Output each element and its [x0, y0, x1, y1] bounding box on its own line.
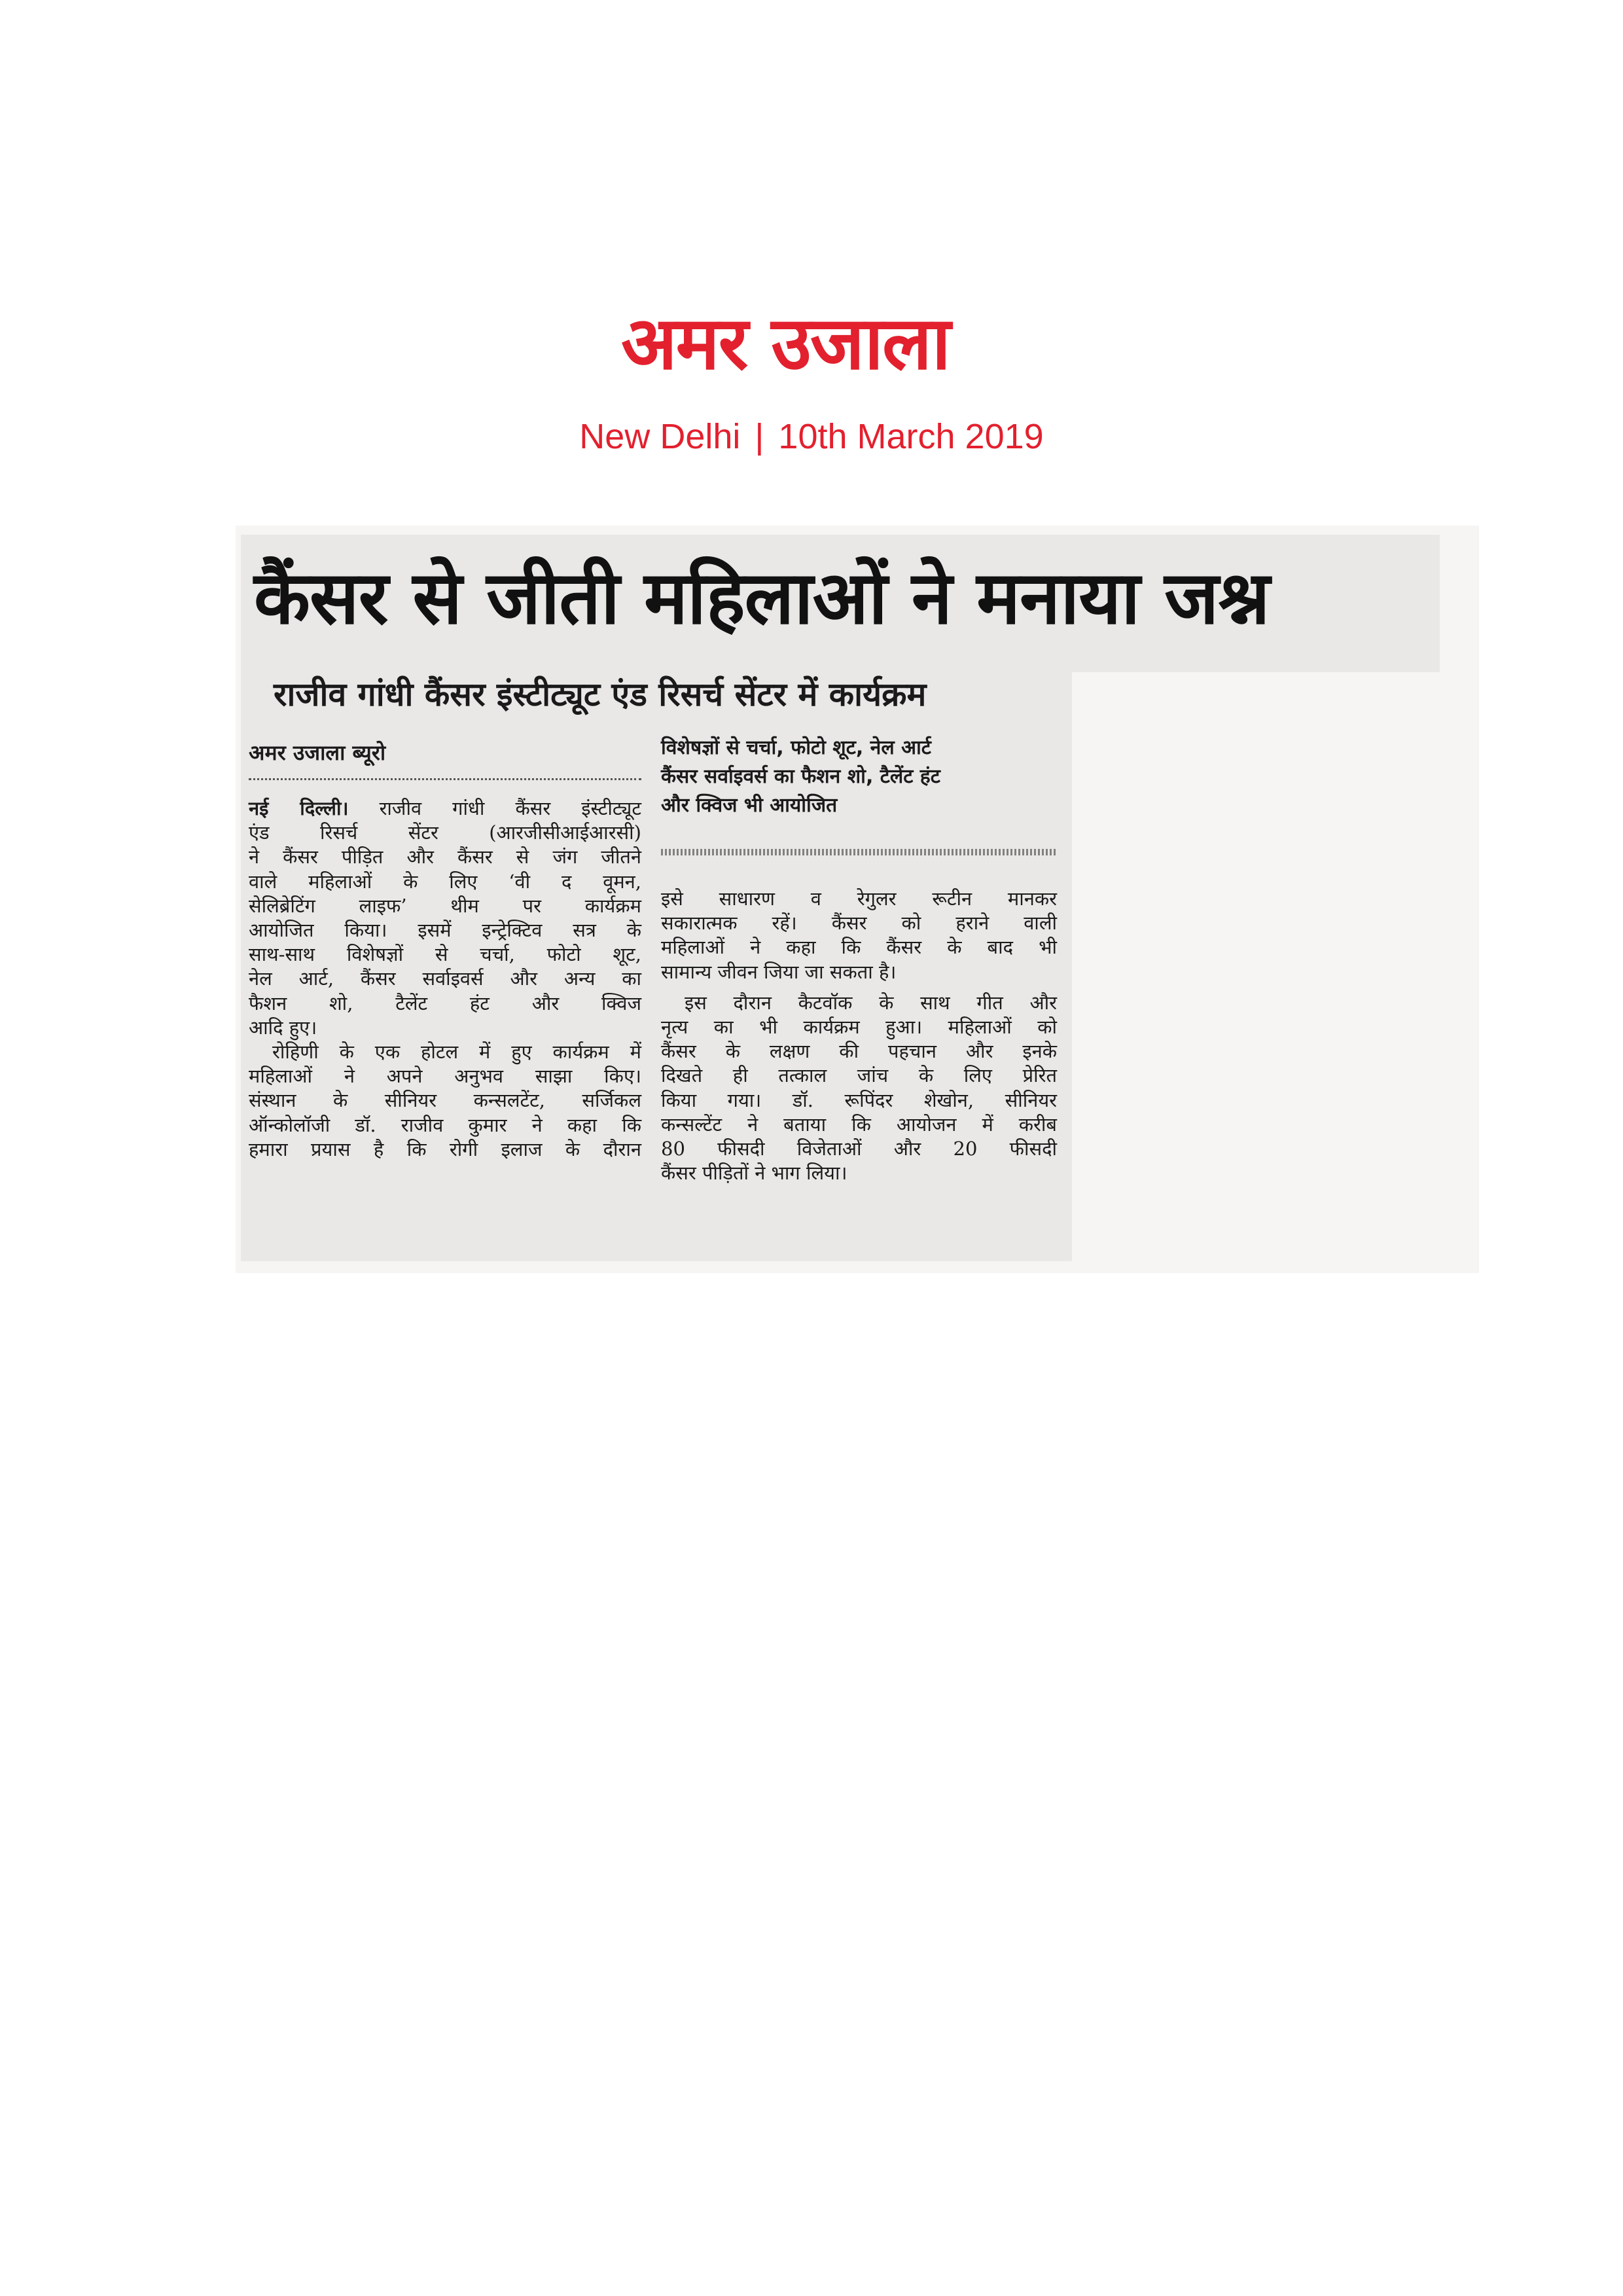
body-line: नई दिल्ली। राजीव गांधी कैंसर इंस्टीट्यूट [249, 797, 641, 819]
byline-divider [249, 778, 641, 780]
body-line: सकारात्मक रहें। कैंसर को हराने वाली [661, 912, 1057, 935]
body-line: इस दौरान कैटवॉक के साथ गीत और [685, 991, 1057, 1014]
article-subheadline: राजीव गांधी कैंसर इंस्टीट्यूट एंड रिसर्च सेंटर में कार्यक्रम [274, 675, 927, 713]
body-line: महिलाओं ने अपने अनुभव साझा किए। [249, 1065, 641, 1088]
body-line: आदि हुए। [249, 1016, 317, 1039]
body-line: एंड रिसर्च सेंटर (आरजीसीआईआरसी) [249, 821, 641, 844]
body-line: 80 फीसदी विजेताओं और 20 फीसदी [661, 1138, 1057, 1160]
body-line: सेलिब्रेटिंग लाइफ’ थीम पर कार्यक्रम [249, 894, 641, 917]
highlights-divider [661, 849, 1057, 855]
body-line: रोहिणी के एक होटल में हुए कार्यक्रम में [272, 1041, 641, 1064]
article-right-column [661, 887, 1057, 1185]
body-line: संस्थान के सीनियर कन्सलटेंट, सर्जिकल [249, 1089, 641, 1112]
body-line: आयोजित किया। इसमें इन्ट्रेक्टिव सत्र के [249, 919, 641, 942]
body-line: कैंसर के लक्षण की पहचान और इनके [661, 1040, 1057, 1063]
body-line: हमारा प्रयास है कि रोगी इलाज के दौरान [249, 1138, 641, 1160]
article-byline: अमर उजाला ब्यूरो [249, 740, 386, 765]
body-line: महिलाओं ने कहा कि कैंसर के बाद भी [661, 936, 1057, 959]
news-clipping [236, 526, 1479, 1273]
body-line: किया गया। डॉ. रूपिंदर शेखोन, सीनियर [661, 1088, 1057, 1111]
dateline-separator: | [755, 417, 764, 456]
dateline-city: New Delhi [579, 417, 741, 456]
article-headline: कैंसर से जीती महिलाओं ने मनाया जश्न [254, 556, 1270, 641]
newspaper-logo: अमर उजाला [621, 301, 950, 386]
body-line: नृत्य का भी कार्यक्रम हुआ। महिलाओं को [661, 1016, 1057, 1039]
body-line: कैंसर पीड़ितों ने भाग लिया। [661, 1162, 847, 1185]
body-line: वाले महिलाओं के लिए ‘वी द वूमन, [249, 870, 641, 893]
clipping-dateline [419, 414, 1204, 459]
body-line: ऑन्कोलॉजी डॉ. राजीव कुमार ने कहा कि [249, 1113, 641, 1136]
body-line: सामान्य जीवन जिया जा सकता है। [661, 960, 897, 983]
article-left-column [249, 797, 641, 1162]
body-line: साथ-साथ विशेषज्ञों से चर्चा, फोटो शूट, [249, 943, 641, 966]
body-line: इसे साधारण व रेगुलर रूटीन मानकर [661, 888, 1057, 910]
body-line: फैशन शो, टैलेंट हंट और क्विज [249, 992, 641, 1014]
highlight-line: कैंसर सर्वाइवर्स का फैशन शो, टैलेंट हंट [661, 765, 940, 788]
body-line: दिखते ही तत्काल जांच के लिए प्रेरित [661, 1064, 1057, 1087]
article-dateline: नई दिल्ली। [249, 797, 349, 819]
article-highlights [661, 734, 1054, 845]
body-line: नेल आर्ट, कैंसर सर्वाइवर्स और अन्य का [249, 967, 641, 990]
body-line: कन्सल्टेंट ने बताया कि आयोजन में करीब [661, 1113, 1057, 1136]
highlight-line: और क्विज भी आयोजित [661, 794, 838, 817]
dateline-date: 10th March 2019 [778, 417, 1044, 456]
highlight-line: विशेषज्ञों से चर्चा, फोटो शूट, नेल आर्ट [661, 736, 931, 759]
body-line: ने कैंसर पीड़ित और कैंसर से जंग जीतने [249, 846, 641, 869]
